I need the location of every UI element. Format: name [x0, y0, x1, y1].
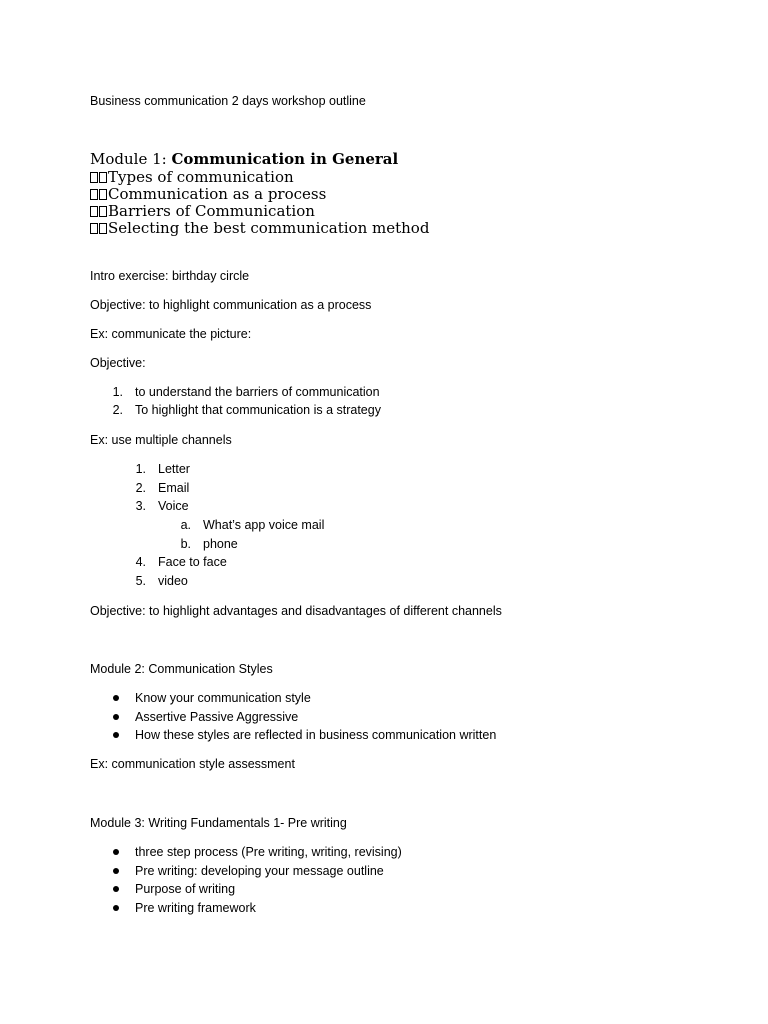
module1-prefix: Module 1: [90, 150, 172, 168]
intro-exercise: Intro exercise: birthday circle [90, 269, 250, 283]
list-item: Face to face [158, 555, 227, 569]
module1-item-text: Communication as a process [108, 185, 327, 203]
list-item: video [158, 574, 188, 588]
list-item: How these styles are reflected in business communication written [135, 728, 497, 742]
list-number: 3. [135, 499, 146, 513]
module3-heading: Module 3: Writing Fundamentals 1- Pre writing [90, 816, 347, 830]
missing-glyph-icon [99, 189, 107, 200]
bullet-icon [113, 905, 119, 911]
missing-glyph-icon [90, 206, 98, 217]
missing-glyph-icon [90, 172, 98, 183]
list-number: 1. [135, 462, 146, 476]
sublist-letter: b. [180, 537, 191, 551]
list-item: Purpose of writing [135, 882, 236, 896]
bullet-icon [113, 714, 119, 720]
bullet-icon [113, 886, 119, 892]
missing-glyph-icon [99, 223, 107, 234]
list-item: Pre writing framework [135, 901, 256, 915]
module2-heading: Module 2: Communication Styles [90, 662, 273, 676]
module1-item [90, 170, 294, 185]
missing-glyph-icon [99, 206, 107, 217]
list-item: three step process (Pre writing, writing, revising) [135, 845, 402, 859]
list-number: 1. [112, 385, 123, 399]
document-title: Business communication 2 days workshop outline [90, 94, 366, 108]
module1-item [90, 221, 429, 236]
bullet-icon [113, 695, 119, 701]
sublist-item: What’s app voice mail [203, 518, 325, 532]
module1-title: Communication in General [171, 150, 399, 168]
list-item: to understand the barriers of communication [135, 385, 380, 399]
objective-channels: Objective: to highlight advantages and disadvantages of different channels [90, 604, 502, 618]
bullet-icon [113, 868, 119, 874]
list-item: Email [158, 481, 190, 495]
objective-label: Objective: [90, 356, 146, 370]
missing-glyph-icon [90, 189, 98, 200]
list-number: 4. [135, 555, 146, 569]
missing-glyph-icon [99, 172, 107, 183]
sublist-item: phone [203, 537, 238, 551]
list-number: 2. [112, 403, 123, 417]
module2-exercise: Ex: communication style assessment [90, 757, 295, 771]
list-number: 2. [135, 481, 146, 495]
sublist-letter: a. [180, 518, 191, 532]
list-item: Letter [158, 462, 190, 476]
exercise-picture: Ex: communicate the picture: [90, 327, 252, 341]
list-item: To highlight that communication is a strategy [135, 403, 381, 417]
bullet-icon [113, 849, 119, 855]
module1-item-text: Types of communication [108, 168, 294, 186]
exercise-channels: Ex: use multiple channels [90, 433, 232, 447]
module1-item-text: Barriers of Communication [108, 202, 315, 220]
module1-item [90, 204, 315, 219]
missing-glyph-icon [90, 223, 98, 234]
list-item: Assertive Passive Aggressive [135, 710, 299, 724]
list-item: Pre writing: developing your message outline [135, 864, 384, 878]
list-item: Know your communication style [135, 691, 311, 705]
bullet-icon [113, 732, 119, 738]
objective-process: Objective: to highlight communication as a process [90, 298, 372, 312]
module1-heading [90, 152, 398, 167]
list-item: Voice [158, 499, 189, 513]
list-number: 5. [135, 574, 146, 588]
module1-item-text: Selecting the best communication method [108, 219, 430, 237]
module1-item [90, 187, 326, 202]
